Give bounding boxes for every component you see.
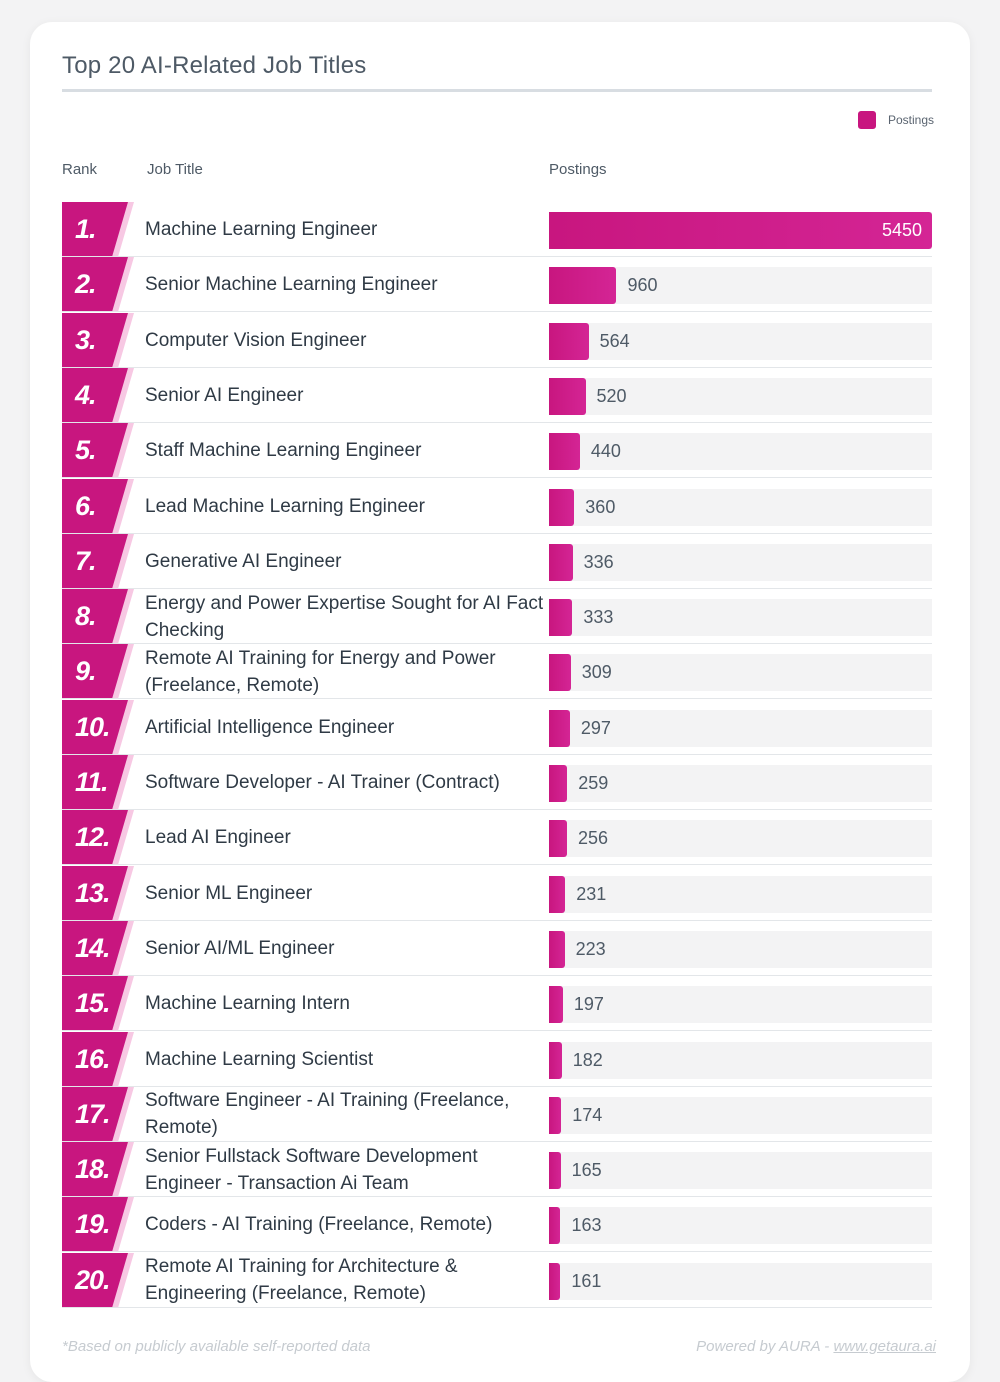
bar-track [549, 378, 932, 415]
bar [549, 986, 563, 1023]
powered-by-text: Powered by AURA - [696, 1338, 834, 1355]
rank-number: 10. [75, 711, 110, 742]
table-row [62, 589, 932, 644]
rank-number: 16. [75, 1043, 110, 1074]
bar-track [549, 212, 932, 249]
table-row [62, 1197, 932, 1252]
bar-value-label: 360 [585, 496, 616, 517]
table-row [62, 755, 932, 810]
bar-track [549, 1207, 932, 1244]
bar-value-label: 223 [575, 938, 606, 959]
rank-number: 4. [75, 379, 96, 410]
bar [549, 1207, 560, 1244]
table-row [62, 534, 932, 589]
bar [549, 1097, 561, 1134]
bar-value-label: 440 [590, 441, 621, 462]
legend-label: Postings [887, 113, 934, 127]
bar-value-label: 231 [576, 883, 607, 904]
job-title-label: Machine Learning Intern [145, 993, 350, 1015]
bar [549, 1263, 560, 1300]
rank-number: 11. [75, 767, 108, 797]
bar-track [549, 1152, 932, 1189]
job-title-label: Machine Learning Scientist [145, 1048, 374, 1070]
job-title-label: Remote AI Training for Architecture & Engineering (Freelance, Remote) [145, 1256, 458, 1305]
job-title-label: Senior Machine Learning Engineer [145, 274, 438, 296]
job-title-label: Coders - AI Training (Freelance, Remote) [145, 1214, 493, 1236]
table-row [62, 202, 932, 257]
bar-value-label: 297 [580, 717, 611, 738]
bar-track [549, 1097, 932, 1134]
rank-number: 14. [75, 932, 110, 963]
bar-track [549, 433, 932, 470]
table-row [62, 1087, 932, 1142]
rank-number: 17. [75, 1098, 110, 1129]
rank-number: 13. [75, 877, 110, 908]
bar-track [549, 654, 932, 691]
chart-title: Top 20 AI-Related Job Titles [62, 52, 367, 79]
rank-number: 5. [75, 435, 96, 466]
bar-track [549, 876, 932, 913]
bar-value-label: 161 [571, 1270, 602, 1291]
bar [549, 267, 616, 304]
job-title-label: Senior AI Engineer [145, 384, 304, 406]
bar-value-label: 520 [596, 385, 627, 406]
job-title-label: Remote AI Training for Energy and Power (Freelance, Remote) [145, 647, 496, 696]
bar-track [549, 931, 932, 968]
table-row [62, 313, 932, 368]
bar-track [549, 267, 932, 304]
job-title-label: Lead Machine Learning Engineer [145, 495, 425, 517]
table-row [62, 700, 932, 755]
rank-number: 19. [75, 1209, 110, 1240]
bar-track [549, 323, 932, 360]
bar-track [549, 986, 932, 1023]
rank-number: 15. [75, 988, 110, 1019]
powered-by [696, 1338, 936, 1355]
column-header-postings: Postings [549, 161, 607, 178]
bar-value-label: 960 [627, 275, 658, 296]
bar [549, 710, 570, 747]
table-row [62, 1142, 932, 1197]
bar [549, 323, 589, 360]
rank-number: 7. [75, 545, 96, 576]
table-row [62, 644, 932, 699]
job-title-label: Senior Fullstack Software Development Engineer - Transaction Ai Team [145, 1145, 478, 1194]
table-row [62, 368, 932, 423]
rank-number: 1. [75, 214, 96, 244]
bar-value-label: 333 [583, 607, 614, 628]
bar [549, 433, 580, 470]
table-row [62, 479, 932, 534]
job-title-label: Generative AI Engineer [145, 550, 342, 572]
column-header-rank: Rank [62, 161, 98, 178]
table-row [62, 1032, 932, 1087]
rank-number: 3. [75, 324, 96, 355]
job-title-label: Machine Learning Engineer [145, 219, 378, 240]
bar [549, 876, 565, 913]
job-title-label: Computer Vision Engineer [145, 329, 367, 351]
bar-value-label: 564 [599, 330, 630, 351]
table-row [62, 866, 932, 921]
job-title-label: Energy and Power Expertise Sought for AI Fact Checking [145, 592, 544, 641]
bar [549, 489, 574, 526]
bar [549, 820, 567, 857]
bar-value-label: 336 [583, 551, 614, 572]
getaura-link[interactable]: www.getaura.ai [833, 1338, 936, 1355]
footnote: *Based on publicly available self-reported data [62, 1338, 371, 1355]
table-row [62, 810, 932, 865]
bar-value-label: 197 [573, 994, 604, 1015]
bar [549, 378, 586, 415]
column-header-job-title: Job Title [147, 161, 203, 178]
bar [549, 931, 565, 968]
rank-number: 18. [75, 1154, 110, 1185]
rank-number: 2. [75, 269, 96, 300]
bar [549, 544, 573, 581]
bar-value-label: 182 [572, 1049, 603, 1070]
bar-track [549, 599, 932, 636]
table-row [62, 921, 932, 976]
bar-value-label: 165 [571, 1160, 602, 1181]
rank-number: 8. [75, 601, 96, 632]
bar-value-label: 259 [578, 773, 609, 793]
job-title-label: Artificial Intelligence Engineer [145, 716, 395, 738]
job-title-label: Staff Machine Learning Engineer [145, 440, 422, 462]
rank-number: 6. [75, 490, 96, 521]
rank-number: 20. [75, 1264, 110, 1295]
bar [549, 765, 567, 802]
bar-track [549, 544, 932, 581]
bar-value-label: 5450 [881, 220, 922, 240]
bar-track [549, 1263, 932, 1300]
bar-track [549, 765, 932, 802]
table-row [62, 1253, 932, 1308]
bar-value-label: 309 [581, 662, 612, 683]
job-title-label: Senior ML Engineer [145, 882, 313, 904]
rank-number: 12. [75, 822, 110, 853]
bar [549, 1152, 561, 1189]
bar-track [549, 1042, 932, 1079]
job-title-label: Software Developer - AI Trainer (Contract) [145, 772, 500, 793]
bar [549, 654, 571, 691]
job-title-label: Software Engineer - AI Training (Freelance, Remote) [145, 1090, 510, 1139]
bar-value-label: 163 [571, 1215, 602, 1236]
bar-track [549, 820, 932, 857]
row-divider [62, 1307, 932, 1308]
table-row [62, 976, 932, 1031]
job-title-label: Lead AI Engineer [145, 827, 291, 849]
table-row [62, 423, 932, 478]
bar [549, 1042, 562, 1079]
bar-value-label: 256 [577, 828, 609, 849]
bar [549, 212, 932, 249]
bar [549, 599, 572, 636]
bar-track [549, 710, 932, 747]
job-title-label: Senior AI/ML Engineer [145, 937, 335, 959]
rank-number: 9. [75, 656, 96, 687]
bar-track [549, 489, 932, 526]
table-row [62, 257, 932, 312]
bar-value-label: 174 [572, 1104, 603, 1125]
